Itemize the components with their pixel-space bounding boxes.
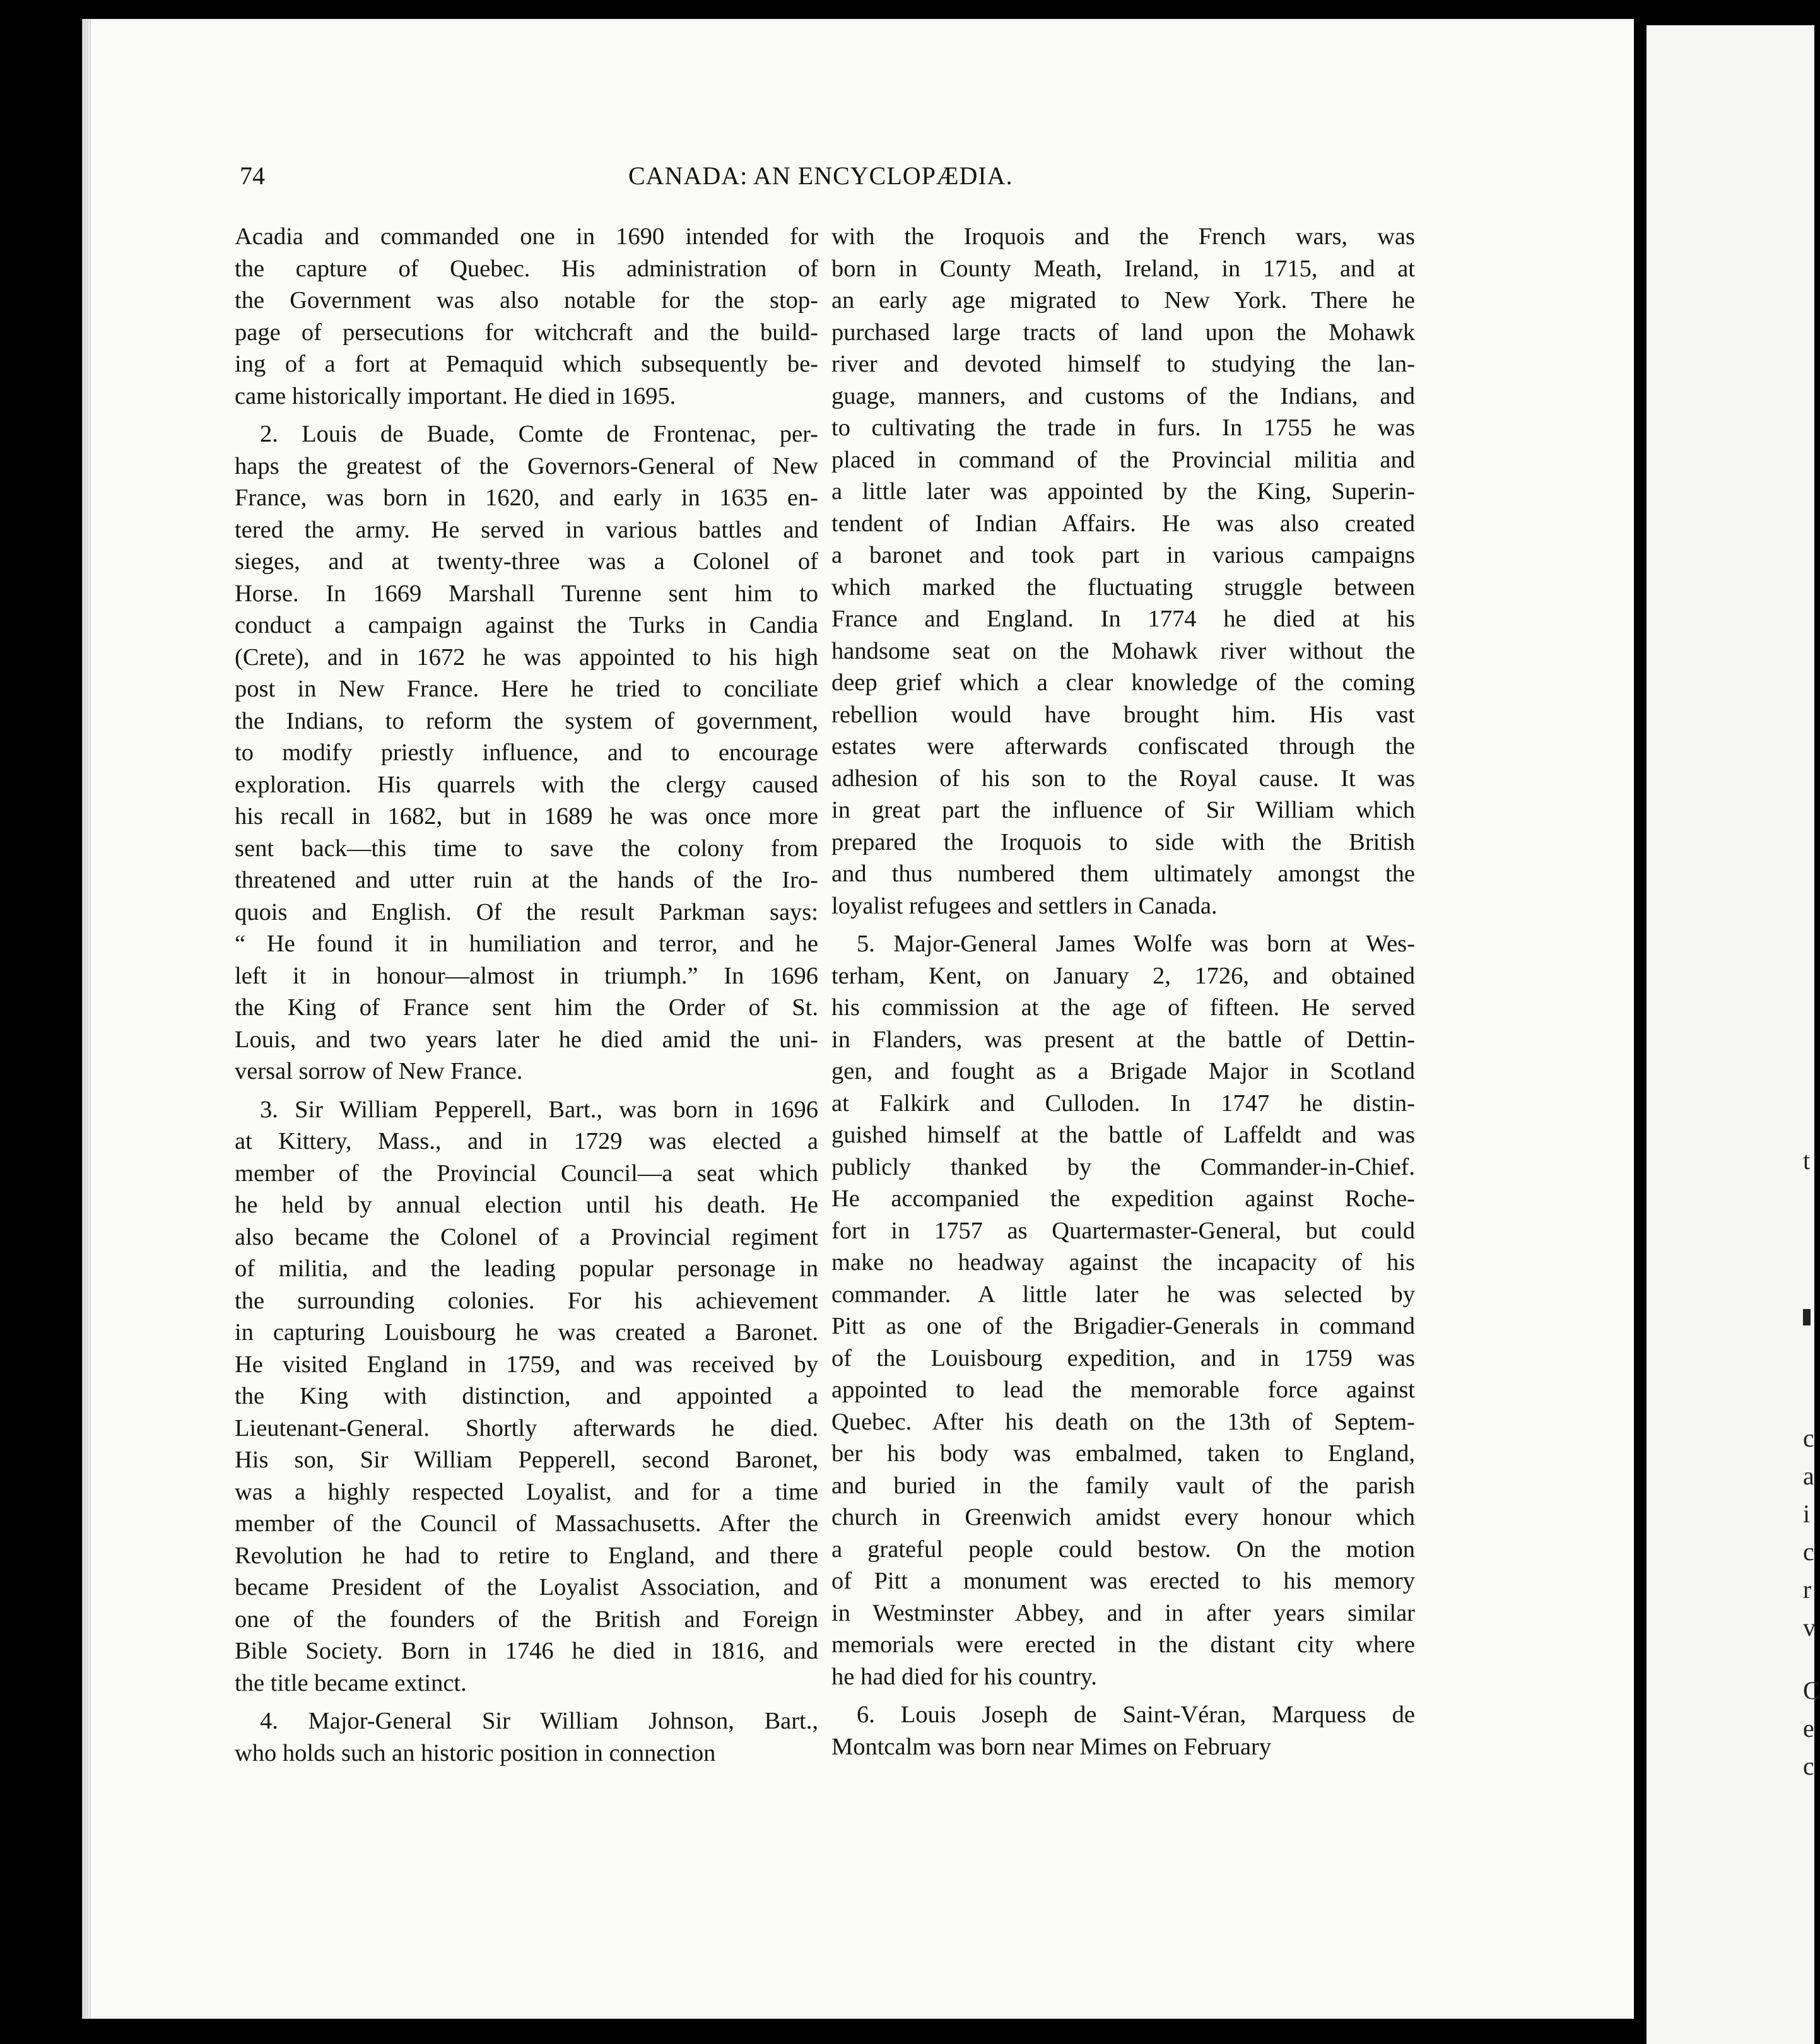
next-page-text-fragment: c — [1803, 1537, 1814, 1566]
page-number: 74 — [240, 162, 265, 190]
next-page-mark — [1803, 1309, 1811, 1325]
next-page-text-fragment: a — [1803, 1462, 1814, 1490]
book-gutter — [1634, 25, 1647, 2044]
text-line: placed in command of the Provincial militia and — [831, 446, 1415, 473]
text-line: rebellion would have brought him. His vast — [831, 701, 1415, 728]
text-line: fort in 1757 as Quartermaster-General, but could — [831, 1217, 1415, 1244]
text-line: (Crete), and in 1672 he was appointed to his high — [235, 643, 818, 671]
next-page-text-fragment: c — [1803, 1424, 1814, 1452]
text-line: gen, and fought as a Brigade Major in Scotland — [831, 1058, 1415, 1084]
page-edge-shadow — [82, 19, 91, 2019]
text-line: to cultivating the trade in furs. In 1755 he was — [831, 414, 1415, 441]
text-line: Lieutenant-General. Shortly afterwards he died. — [235, 1414, 818, 1442]
text-line: He accompanied the expedition against Roche- — [831, 1185, 1415, 1212]
text-line: the King of France sent him the Order of St. — [235, 994, 818, 1021]
text-line: a grateful people could bestow. On the motion — [831, 1536, 1415, 1563]
text-line: estates were afterwards confiscated through the — [831, 733, 1415, 760]
text-line: he had died for his country. — [831, 1663, 1097, 1690]
text-line: tendent of Indian Affairs. He was also created — [831, 510, 1415, 537]
paragraph — [235, 1705, 818, 1769]
text-line: exploration. His quarrels with the clergy caused — [235, 771, 818, 798]
next-page-text-fragment: i — [1803, 1500, 1811, 1528]
next-page-text-fragment: t — [1803, 1146, 1811, 1175]
text-line: his commission at the age of fifteen. He served — [831, 994, 1415, 1021]
text-line: ber his body was embalmed, taken to England, — [831, 1440, 1415, 1467]
text-line: at Kittery, Mass., and in 1729 was elected a — [235, 1128, 818, 1154]
left-text-column — [235, 221, 818, 1769]
text-line: 4. Major-General Sir William Johnson, Bart., — [260, 1708, 818, 1734]
text-line: of the Louisbourg expedition, and in 1759 was — [831, 1344, 1415, 1371]
text-line: the surrounding colonies. For his achievement — [235, 1287, 818, 1314]
text-line: who holds such an historic position in connection — [235, 1739, 716, 1766]
paragraph — [831, 221, 1415, 922]
text-line: and buried in the family vault of the parish — [831, 1472, 1415, 1499]
next-page-text-fragment: r — [1803, 1575, 1812, 1604]
text-line: sent back—this time to save the colony from — [235, 835, 818, 862]
page-header — [240, 161, 1501, 205]
text-line: the title became extinct. — [235, 1669, 467, 1696]
paragraph — [235, 1094, 818, 1700]
text-line: 2. Louis de Buade, Comte de Frontenac, per- — [260, 421, 818, 447]
text-line: memorials were erected in the distant city where — [831, 1631, 1415, 1658]
text-line: at Falkirk and Culloden. In 1747 he distin- — [831, 1090, 1415, 1117]
text-line: to modify priestly influence, and to encourage — [235, 739, 818, 766]
text-line: 3. Sir William Pepperell, Bart., was born in 1696 — [260, 1096, 818, 1123]
running-title: CANADA: AN ENCYCLOPÆDIA. — [628, 162, 1013, 190]
text-line: deep grief which a clear knowledge of the coming — [831, 669, 1415, 696]
text-line: also became the Colonel of a Provincial regiment — [235, 1223, 818, 1250]
next-page-text-fragment: c — [1803, 1752, 1814, 1780]
text-line: the capture of Quebec. His administration of — [235, 255, 818, 282]
text-line: Pitt as one of the Brigadier-Generals in command — [831, 1313, 1415, 1339]
paragraph — [235, 418, 818, 1088]
next-page-text-fragment: v — [1803, 1613, 1816, 1642]
text-line: “ He found it in humiliation and terror, and he — [235, 931, 818, 957]
text-line: Revolution he had to retire to England, and there — [235, 1542, 818, 1569]
text-line: river and devoted himself to studying the lan- — [831, 351, 1415, 377]
text-line: the King with distinction, and appointed a — [235, 1383, 818, 1409]
text-line: came historically important. He died in 1695. — [235, 382, 676, 409]
text-line: sieges, and at twenty-three was a Colonel of — [235, 548, 818, 575]
text-line: adhesion of his son to the Royal cause. It was — [831, 765, 1415, 792]
next-page-text-fragment: e — [1803, 1714, 1814, 1742]
text-line: of militia, and the leading popular personage in — [235, 1255, 818, 1282]
text-line: prepared the Iroquois to side with the British — [831, 828, 1415, 855]
text-line: was a highly respected Loyalist, and for a time — [235, 1478, 818, 1505]
text-line: appointed to lead the memorable force against — [831, 1377, 1415, 1403]
text-line: commander. A little later he was selected by — [831, 1281, 1415, 1308]
text-line: conduct a campaign against the Turks in Candia — [235, 612, 818, 638]
text-line: threatened and utter ruin at the hands of the Iro- — [235, 867, 818, 893]
text-line: France and England. In 1774 he died at his — [831, 606, 1415, 632]
text-line: Bible Society. Born in 1746 he died in 1816, and — [235, 1638, 818, 1664]
text-line: loyalist refugees and settlers in Canada. — [831, 892, 1218, 919]
text-line: Louis, and two years later he died amid the uni- — [235, 1026, 818, 1053]
text-line: versal sorrow of New France. — [235, 1058, 523, 1084]
text-line: 5. Major-General James Wolfe was born at Wes- — [857, 931, 1415, 957]
text-line: of Pitt a monument was erected to his memory — [831, 1568, 1415, 1594]
text-line: and thus numbered them ultimately amongst the — [831, 860, 1415, 887]
text-line: member of the Council of Massachusetts. After the — [235, 1510, 818, 1537]
text-line: his recall in 1682, but in 1689 he was once more — [235, 803, 818, 830]
text-line: He visited England in 1759, and was received by — [235, 1351, 818, 1378]
text-line: in Westminster Abbey, and in after years similar — [831, 1599, 1415, 1626]
paragraph — [831, 1699, 1415, 1763]
text-line: which marked the fluctuating struggle between — [831, 573, 1415, 601]
next-page-edge — [1647, 25, 1820, 2044]
text-line: ing of a fort at Pemaquid which subsequently be- — [235, 351, 818, 377]
text-line: left it in honour—almost in triumph.” In 1696 — [235, 962, 818, 989]
text-line: a little later was appointed by the King, Superin- — [831, 478, 1415, 505]
text-line: haps the greatest of the Governors-General of New — [235, 452, 818, 479]
text-line: post in New France. Here he tried to conciliate — [235, 676, 818, 702]
text-line: quois and English. Of the result Parkman says: — [235, 898, 818, 925]
paragraph — [831, 928, 1415, 1693]
text-line: in great part the influence of Sir William which — [831, 797, 1415, 823]
text-line: one of the founders of the British and Foreign — [235, 1606, 818, 1633]
right-text-column — [831, 221, 1415, 1763]
text-line: page of persecutions for witchcraft and the build- — [235, 319, 818, 346]
text-line: Horse. In 1669 Marshall Turenne sent him to — [235, 580, 818, 607]
text-line: terham, Kent, on January 2, 1726, and obtained — [831, 962, 1415, 989]
text-line: 6. Louis Joseph de Saint-Véran, Marquess de — [857, 1701, 1415, 1728]
paragraph — [235, 221, 818, 412]
text-line: Quebec. After his death on the 13th of Septem- — [831, 1408, 1415, 1435]
text-line: the Government was also notable for the stop- — [235, 287, 818, 314]
text-line: guished himself at the battle of Laffeldt and was — [831, 1122, 1415, 1148]
text-line: an early age migrated to New York. There he — [831, 287, 1415, 314]
text-line: Montcalm was born near Mimes on February — [831, 1733, 1272, 1760]
text-line: a baronet and took part in various campaigns — [831, 542, 1415, 568]
text-line: France, was born in 1620, and early in 1635 en- — [235, 485, 818, 511]
text-line: His son, Sir William Pepperell, second Baronet, — [235, 1447, 818, 1473]
text-line: guage, manners, and customs of the Indians, and — [831, 382, 1415, 409]
text-line: the Indians, to reform the system of government, — [235, 707, 818, 734]
text-line: became President of the Loyalist Association, and — [235, 1574, 818, 1601]
text-line: with the Iroquois and the French wars, was — [831, 223, 1415, 250]
next-page-text-fragment: C — [1803, 1676, 1820, 1705]
text-line: born in County Meath, Ireland, in 1715, and at — [831, 255, 1415, 282]
text-line: in capturing Louisbourg he was created a Baronet. — [235, 1319, 818, 1346]
text-line: make no headway against the incapacity of his — [831, 1249, 1415, 1276]
text-line: Acadia and commanded one in 1690 intended for — [235, 223, 818, 250]
text-line: tered the army. He served in various battles and — [235, 516, 818, 543]
scan-left-border — [0, 0, 82, 2044]
text-line: member of the Provincial Council—a seat which — [235, 1160, 818, 1187]
text-line: church in Greenwich amidst every honour which — [831, 1504, 1415, 1530]
text-line: purchased large tracts of land upon the Mohawk — [831, 319, 1415, 346]
text-line: he held by annual election until his death. He — [235, 1192, 818, 1218]
text-line: in Flanders, was present at the battle of Dettin- — [831, 1026, 1415, 1053]
text-line: handsome seat on the Mohawk river without the — [831, 637, 1415, 664]
text-line: publicly thanked by the Commander-in-Chief. — [831, 1153, 1415, 1180]
